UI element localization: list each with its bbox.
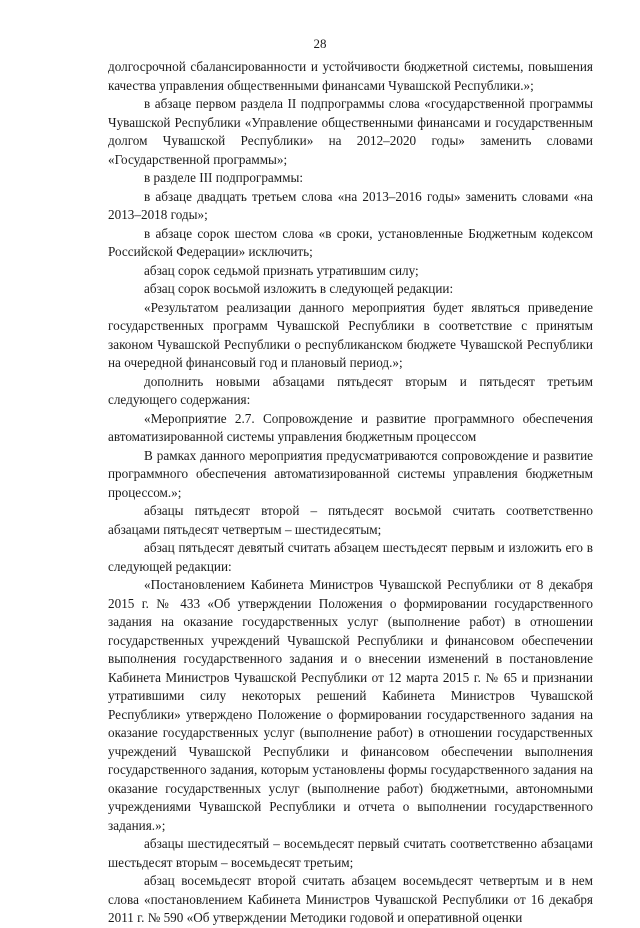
paragraph: в разделе III подпрограммы: xyxy=(144,170,304,185)
paragraph: «Постановлением Кабинета Министров Чувашской Республики от 8 декабря 2015 г. № 433 «Об утверждении Положения о формировании государственного задания на оказание государственных услуг (выполнение работ) в отношении государственных учреждений Чувашской Республики и финансовом обеспечении выполнения государственного задания и о внесении изменений в постановление Кабинета Министров Чувашской Республики от 12 марта 2015 г. № 65 и признании утратившими силу некоторых решений Кабинета Министров Чувашской Республики» утверждено Положение о формировании государственного задания на оказание государственных услуг (выполнение работ) в отношении государственных учреждений Чувашской Республики и финансовом обеспечении выполнения государственного задания, которым установлены формы государственного задания на оказание государственных услуг (выполнение работ) бюджетными, автономными учреждениями Чувашской Республики и отчета о выполнении государственного задания.»; xyxy=(108,577,593,833)
paragraph: в абзаце первом раздела II подпрограммы слова «государственной программы Чувашской Республики «Управление общественными финансами и государственным долгом Чувашской Республики» на 2012–2020 годы» заменить словами «Государственной программы»; xyxy=(108,96,593,167)
paragraph: абзацы пятьдесят второй – пятьдесят восьмой считать соответственно абзацами пятьдесят четвертым – шестидесятым; xyxy=(108,503,593,537)
paragraph: абзац сорок седьмой признать утратившим силу; xyxy=(144,262,419,278)
document-body xyxy=(108,58,593,928)
paragraph: «Результатом реализации данного мероприятия будет являться приведение государственных программ Чувашской Республики в соответствие с принятым законом Чувашской Республики о республиканском бюджете Чувашской Республики на очередной финансовый год и плановый период.»; xyxy=(108,299,593,370)
paragraph: «Мероприятие 2.7. Сопровождение и развитие программного обеспечения автоматизированной системы управления бюджетным процессом xyxy=(108,410,593,444)
paragraph: В рамках данного мероприятия предусматриваются сопровождение и развитие программного обеспечения автоматизированной системы управления бюджетным процессом.»; xyxy=(108,447,593,500)
page-number: 28 xyxy=(313,36,327,51)
paragraph: абзац пятьдесят девятый считать абзацем шестьдесят первым и изложить его в следующей редакции: xyxy=(108,540,593,574)
paragraph: в абзаце двадцать третьем слова «на 2013–2016 годы» заменить словами «на 2013–2018 годы»; xyxy=(108,188,593,222)
paragraph: дополнить новыми абзацами пятьдесят вторым и пятьдесят третьим следующего содержания: xyxy=(108,373,593,407)
paragraph: долгосрочной сбалансированности и устойчивости бюджетной системы, повышения качества управления общественными финансами Чувашской Республики.»; xyxy=(108,59,593,93)
paragraph: в абзаце сорок шестом слова «в сроки, установленные Бюджетным кодексом Российской Федерации» исключить; xyxy=(108,225,593,259)
paragraph: абзацы шестидесятый – восемьдесят первый считать соответственно абзацами шестьдесят вторым – восемьдесят третьим; xyxy=(108,836,593,870)
paragraph: абзац восемьдесят второй считать абзацем восемьдесят четвертым и в нем слова «постановлением Кабинета Министров Чувашской Республики от 16 декабря 2011 г. № 590 «Об утверждении Методики годовой и оперативной оценки xyxy=(108,873,593,925)
paragraph: абзац сорок восьмой изложить в следующей редакции: xyxy=(144,281,454,296)
